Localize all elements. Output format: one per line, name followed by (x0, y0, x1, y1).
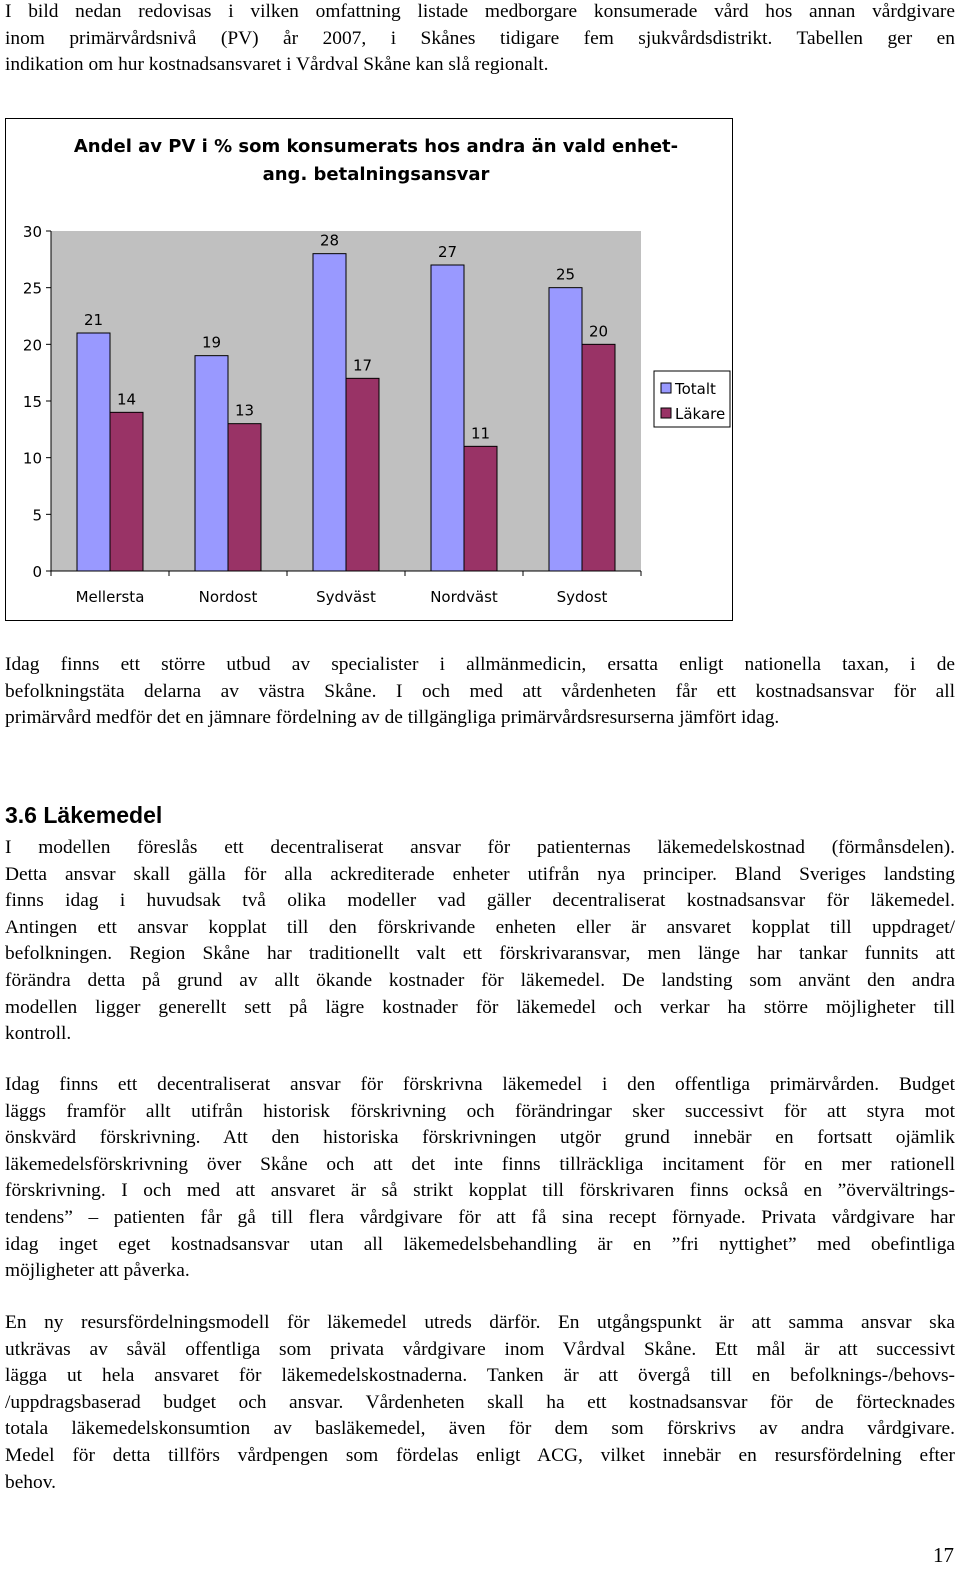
y-tick-label: 15 (22, 393, 42, 411)
data-label: 14 (116, 390, 137, 409)
legend-swatch (661, 408, 671, 418)
data-label: 27 (437, 243, 458, 261)
legend-label: Totalt (675, 380, 716, 398)
legend-label: Läkare (675, 405, 726, 423)
text-line: utkrävas av såväl offentliga som privata vårdgivare inom Vårdval Skåne. Ett mål är att successivt (5, 1338, 955, 1360)
bar-totalt (195, 356, 228, 571)
text-line: modellen ligger generellt sett på lägre kostnader för läkemedel och verkar ha större möjligheter till (5, 996, 955, 1018)
x-tick-label: Sydost (556, 588, 608, 606)
data-label: 13 (234, 401, 255, 420)
text-line: Idag finns ett större utbud av specialister i allmänmedicin, ersatta enligt nationella taxan, i de (5, 654, 955, 675)
data-label: 25 (555, 265, 576, 284)
text-line: befolkningstäta delarna av västra Skåne. I och med att vårdenheten får ett kostnadsansvar för all (5, 680, 955, 702)
bar-totalt (431, 265, 464, 571)
bar-totalt (313, 254, 346, 571)
y-tick-label: 30 (22, 223, 42, 241)
text-line: inom primärvårdsnivå (PV) år 2007, i Skånes tidigare fem sjukvårdsdistrikt. Tabellen ger en (5, 27, 955, 49)
paragraph-specialists (5, 652, 955, 732)
text-line: primärvård medför det en jämnare fördelning av de tillgängliga primärvårdsresurserna jämfört idag. (5, 707, 780, 729)
text-line: tendens” – patienten får gå till flera vårdgivare för att få sina recept förnyade. Privata vårdgivare har (5, 1206, 955, 1228)
chart-title: Andel av PV i % som konsumerats hos andra än vald enhet- (73, 136, 679, 157)
paragraph-decentralised (5, 1072, 955, 1285)
text-line: Antingen ett ansvar kopplat till den förskrivande enheten eller är ansvaret kopplat till uppdraget/ (5, 916, 955, 938)
text-line: möjligheter att påverka. (5, 1260, 190, 1282)
bar-läkare (346, 378, 379, 571)
data-label: 19 (201, 333, 222, 352)
text-line: kontroll. (5, 1023, 72, 1045)
text-line: Medel för detta tillförs vårdpengen som fördelas enligt ACG, vilket innebär en resursfördelning efter (5, 1444, 955, 1466)
text-line: förändra detta på grund av allt ökande kostnader för läkemedel. De landsting som använt den andra (5, 969, 955, 991)
section-heading: 3.6 Läkemedel (5, 802, 163, 828)
text-line: /uppdragsbaserad budget och ansvar. Vårdenheten skall ha ett kostnadsansvar för de förtecknades (5, 1391, 955, 1413)
text-line: läggs framför allt utifrån historisk förskrivning och förändringar sker successivt för att styra mot (5, 1100, 955, 1122)
text-line: Detta ansvar skall gälla för alla ackrediterade enheter utifrån nya principer. Bland Sveriges landsting (5, 863, 955, 885)
text-line: En ny resursfördelningsmodell för läkemedel utreds därför. En utgångspunkt är att samma ansvar ska (5, 1312, 955, 1333)
intro-paragraph (5, 0, 955, 79)
x-tick-label: Nordost (198, 588, 258, 606)
bar-läkare (228, 424, 261, 571)
text-line: förskrivning. I och med att ansvaret är så strikt kopplat till förskrivaren finns också en ”övervältrings- (5, 1180, 955, 1202)
data-label: 21 (83, 311, 104, 329)
text-line: totala läkemedelskonsumtion av basläkemedel, även för dem som förskrivs av andra vårdgivare. (5, 1418, 955, 1440)
paragraph-model (5, 835, 955, 1048)
text-line: indikation om hur kostnadsansvaret i Vårdval Skåne kan slå regionalt. (5, 54, 549, 76)
data-label: 20 (588, 322, 609, 341)
page-number: 17 (933, 1543, 954, 1567)
chart-subtitle: ang. betalningsansvar (262, 164, 490, 185)
chart-canvas (6, 119, 734, 622)
x-tick-label: Mellersta (75, 588, 145, 606)
y-tick-label: 25 (22, 279, 42, 298)
text-line: läkemedelsförskrivning över Skåne och att det inte finns tillräckliga incitament för en mer rationell (5, 1153, 955, 1175)
text-line: lägga ut hela ansvaret för läkemedelskostnaderna. Tanken är att övergå till en befolknings-/behovs- (5, 1365, 955, 1387)
legend-swatch (661, 383, 671, 393)
y-tick-label: 10 (22, 449, 42, 468)
bar-läkare (582, 344, 615, 571)
paragraph-new-model (5, 1310, 955, 1496)
bar-totalt (77, 333, 110, 571)
y-tick-label: 5 (32, 506, 42, 525)
bar-totalt (549, 288, 582, 571)
x-tick-label: Nordväst (430, 588, 498, 606)
y-tick-label: 20 (22, 336, 42, 355)
data-label: 17 (352, 356, 373, 375)
y-tick-label: 0 (32, 563, 42, 581)
text-line: Idag finns ett decentraliserat ansvar för förskrivna läkemedel i den offentliga primärvården. Budget (5, 1074, 955, 1095)
text-line: befolkningen. Region Skåne har traditionellt valt ett förskrivaransvar, men länge har tankar funnits att (5, 943, 955, 965)
data-label: 28 (319, 231, 340, 250)
x-tick-label: Sydväst (316, 588, 376, 606)
text-line: I modellen föreslås ett decentraliserat ansvar för patienternas läkemedelskostnad (förmånsdelen). (5, 837, 955, 858)
text-line: I bild nedan redovisas i vilken omfattning listade medborgare konsumerade vård hos annan vårdgivare (5, 1, 955, 22)
text-line: behov. (5, 1471, 56, 1493)
text-line: finns idag i huvudsak två olika modeller vad gäller decentraliserat kostnadsansvar för läkemedel. (5, 890, 955, 912)
data-label: 11 (470, 424, 491, 443)
bar-chart (5, 118, 733, 621)
text-line: idag inget eget kostnadsansvar utan all läkemedelsbehandling är en ”fri nyttighet” med obefintliga (5, 1233, 955, 1255)
bar-läkare (464, 446, 497, 571)
text-line: önskvärd förskrivning. Att den historiska förskrivningen utgör grund innebär en fortsatt ojämlik (5, 1127, 955, 1149)
bar-läkare (110, 412, 143, 571)
